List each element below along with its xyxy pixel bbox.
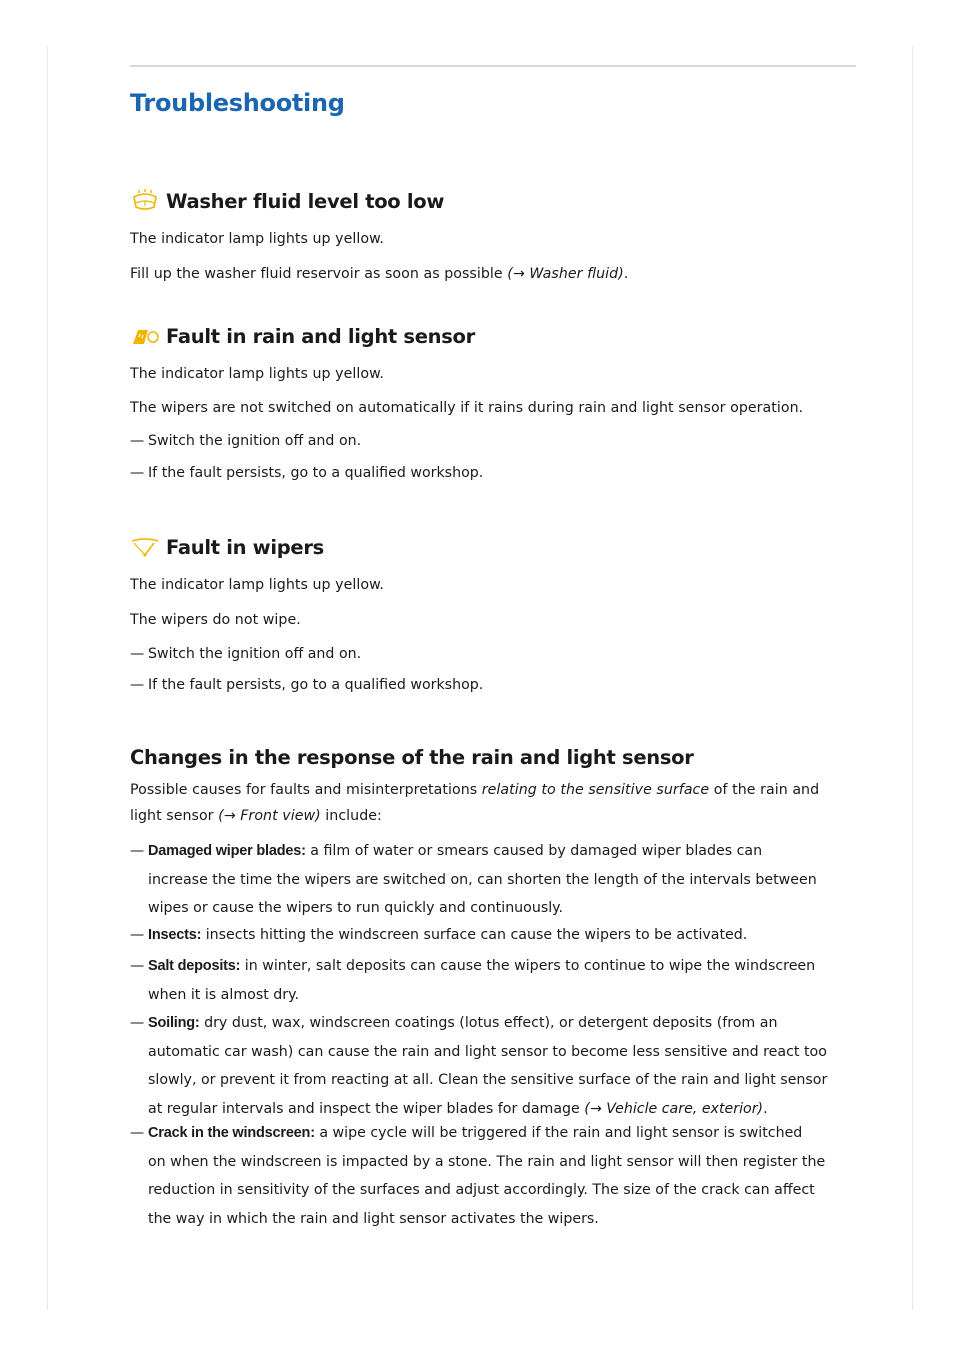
cause-damaged-wiper-blades [130,837,860,923]
cause-text: at regular intervals and inspect the wiper blades for damage [148,1100,580,1117]
rain-step-1-text: Switch the ignition off and on. [148,433,362,449]
wipers-step-2-text: If the fault persists, go to a qualified workshop. [148,677,484,693]
cause-line: reduction in sensitivity of the surfaces and adjust accordingly. The size of the crack can affect [148,1182,815,1198]
page-title: Troubleshooting [130,89,345,117]
cause-term: Salt deposits: [148,958,241,974]
rain-step-1 [130,427,860,456]
cause-term: Soiling: [148,1015,200,1031]
cause-text: a film of water or smears caused by damaged wiper blades can [305,843,763,859]
changes-heading: Changes in the response of the rain and light sensor [130,746,694,769]
ref-suffix: . [763,1100,768,1117]
cause-line [130,837,860,866]
wipers-line-2: The wipers do not wipe. [130,612,301,628]
cause-line: increase the time the wipers are switched on, can shorten the length of the intervals between [148,871,817,888]
washer-ref-suffix: . [623,266,629,282]
cause-crack-in-windscreen [130,1119,860,1233]
rain-step-2-text: If the fault persists, go to a qualified workshop. [148,465,484,481]
cause-line: on when the windscreen is impacted by a stone. The rain and light sensor will then register the [148,1153,826,1170]
dash-mark: — [130,677,145,693]
changes-intro-em: relating to the sensitive surface [481,782,710,798]
dash-mark: — [130,1125,145,1141]
cause-line [130,952,860,981]
changes-intro-b: of the rain and [713,782,820,798]
rain-step-2 [130,459,860,488]
washer-fluid-ref[interactable]: (→ Washer fluid) [507,266,624,282]
cause-term: Crack in the windscreen: [148,1125,315,1141]
cause-text: dry dust, wax, windscreen coatings (lotus effect), or detergent deposits (from an [199,1015,778,1031]
changes-intro-1 [130,776,819,805]
rain-sensor-heading [130,324,475,348]
cause-line [130,921,860,950]
cause-text: in winter, salt deposits can cause the wipers to continue to wipe the windscreen [240,958,816,974]
changes-intro-d: include: [325,808,382,824]
page-border-left [47,46,48,1310]
cause-term: Damaged wiper blades: [148,843,306,859]
page-border-right [912,46,913,1310]
cause-soiling [130,1009,860,1123]
cause-line [130,1009,860,1038]
wipers-heading-text: Fault in wipers [166,535,324,559]
rain-light-sensor-icon [130,324,160,348]
cause-term: Insects: [148,927,202,943]
cause-line: wipes or cause the wipers to run quickly and continuously. [148,900,564,916]
dash-mark: — [130,958,145,974]
washer-fluid-icon [130,189,160,213]
wiper-icon [130,535,160,559]
washer-line-2-text: Fill up the washer fluid reservoir as soon as possible [130,266,503,282]
changes-intro-c: light sensor [130,808,214,824]
front-view-ref[interactable]: (→ Front view) [218,808,321,824]
wipers-heading [130,535,324,559]
washer-line-1: The indicator lamp lights up yellow. [130,231,384,247]
dash-mark: — [130,927,145,943]
dash-mark: — [130,433,145,449]
wipers-step-1 [130,640,860,669]
wipers-line-1: The indicator lamp lights up yellow. [130,577,384,593]
cause-line: the way in which the rain and light sensor activates the wipers. [148,1210,599,1227]
rain-sensor-heading-text: Fault in rain and light sensor [166,324,475,348]
cause-line: slowly, or prevent it from reacting at all. Clean the sensitive surface of the rain and light sensor [148,1072,828,1088]
wipers-step-1-text: Switch the ignition off and on. [148,646,362,662]
cause-line [130,1119,860,1148]
cause-text: insects hitting the windscreen surface can cause the wipers to be activated. [201,927,748,943]
changes-intro-2 [130,802,382,831]
vehicle-care-ref[interactable]: (→ Vehicle care, exterior) [584,1100,764,1117]
dash-mark: — [130,843,145,859]
cause-insects [130,921,860,950]
washer-fluid-heading [130,189,444,213]
rain-line-1: The indicator lamp lights up yellow. [130,366,384,382]
changes-intro-a: Possible causes for faults and misinterpretations [130,782,478,798]
dash-mark: — [130,1015,145,1031]
washer-fluid-heading-text: Washer fluid level too low [166,189,445,213]
top-divider [130,65,856,67]
dash-mark: — [130,646,145,662]
rain-line-2: The wipers are not switched on automatically if it rains during rain and light sensor operation. [130,400,804,416]
cause-line: when it is almost dry. [148,986,300,1003]
cause-line: automatic car wash) can cause the rain and light sensor to become less sensitive and react too [148,1043,827,1060]
dash-mark: — [130,465,145,481]
washer-line-2 [130,260,628,289]
cause-text: a wipe cycle will be triggered if the rain and light sensor is switched [314,1125,803,1141]
wipers-step-2 [130,671,860,700]
cause-salt-deposits [130,952,860,1009]
